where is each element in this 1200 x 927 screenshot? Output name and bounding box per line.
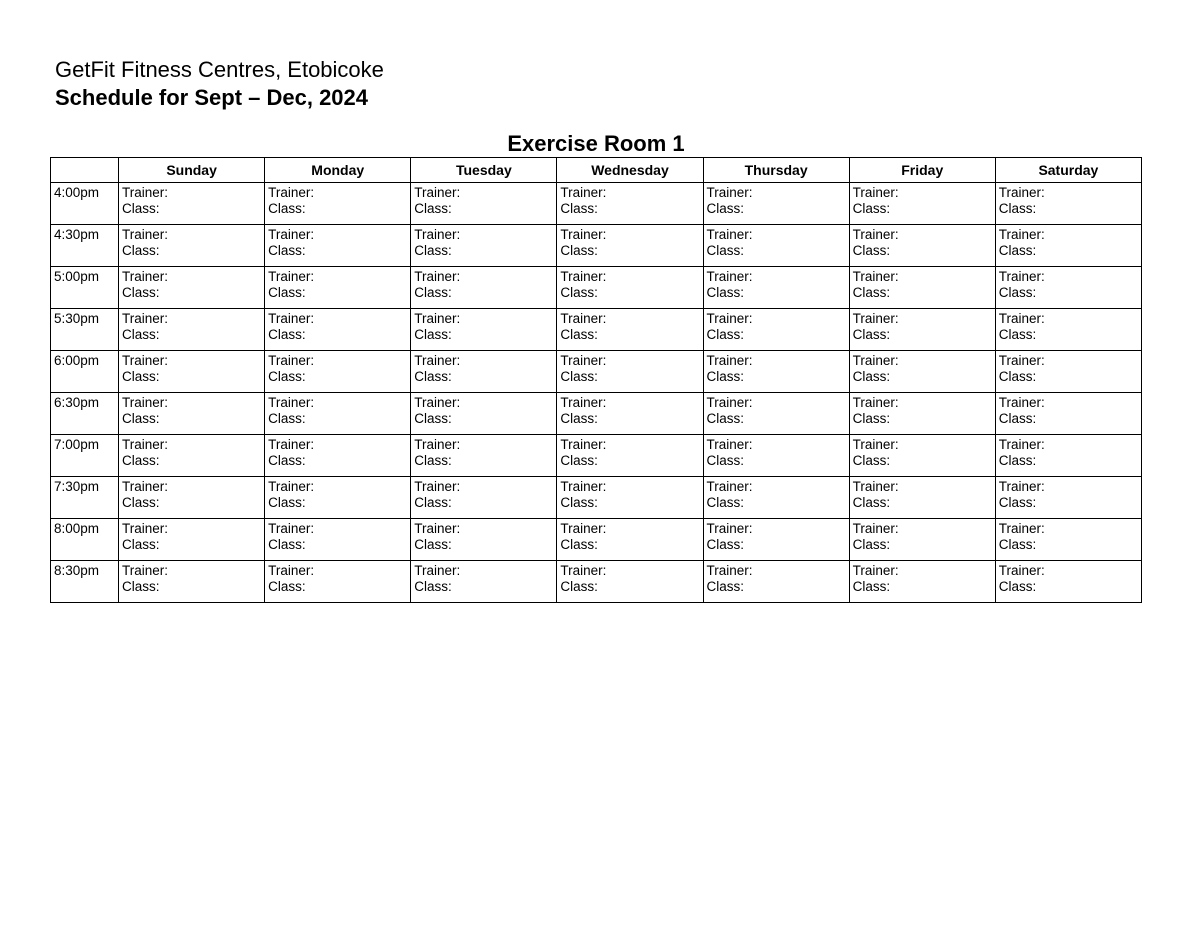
class-label: Class: — [414, 495, 452, 510]
schedule-cell[interactable] — [995, 351, 1141, 393]
trainer-label: Trainer: — [706, 395, 753, 410]
class-label: Class: — [706, 495, 745, 510]
class-label: Class: — [852, 579, 891, 594]
schedule-cell[interactable] — [411, 435, 557, 477]
schedule-cell[interactable] — [411, 519, 557, 561]
table-row — [51, 183, 1142, 225]
room-title: Exercise Room 1 — [507, 131, 685, 156]
schedule-cell[interactable] — [703, 309, 849, 351]
class-label: Class: — [998, 285, 1037, 300]
class-label: Class: — [268, 201, 306, 216]
trainer-label: Trainer: — [852, 311, 899, 326]
schedule-cell[interactable] — [557, 267, 703, 309]
class-label: Class: — [998, 537, 1037, 552]
time-slot-cell: 8:30pm — [51, 561, 119, 603]
day-header-friday: Friday — [849, 158, 995, 183]
trainer-label: Trainer: — [998, 185, 1045, 200]
table-row — [51, 267, 1142, 309]
class-label: Class: — [122, 495, 160, 510]
class-label: Class: — [414, 369, 452, 384]
day-header-tuesday: Tuesday — [411, 158, 557, 183]
trainer-label: Trainer: — [122, 437, 169, 452]
table-row — [51, 309, 1142, 351]
class-label: Class: — [560, 411, 598, 426]
trainer-label: Trainer: — [560, 269, 607, 284]
trainer-label: Trainer: — [706, 185, 753, 200]
class-label: Class: — [998, 243, 1037, 258]
class-label: Class: — [268, 285, 306, 300]
class-label: Class: — [414, 537, 452, 552]
schedule-cell[interactable] — [995, 477, 1141, 519]
class-label: Class: — [560, 201, 598, 216]
trainer-label: Trainer: — [560, 185, 607, 200]
schedule-cell[interactable] — [995, 183, 1141, 225]
trainer-label: Trainer: — [268, 563, 315, 578]
schedule-cell[interactable] — [703, 225, 849, 267]
schedule-cell[interactable] — [995, 561, 1141, 603]
day-header-wednesday: Wednesday — [557, 158, 703, 183]
trainer-label: Trainer: — [560, 521, 607, 536]
trainer-label: Trainer: — [998, 227, 1045, 242]
schedule-cell[interactable] — [265, 435, 411, 477]
schedule-cell[interactable] — [849, 267, 995, 309]
class-label: Class: — [852, 537, 891, 552]
schedule-cell[interactable] — [557, 477, 703, 519]
schedule-cell[interactable] — [119, 519, 265, 561]
class-label: Class: — [268, 579, 306, 594]
class-label: Class: — [560, 327, 598, 342]
schedule-cell[interactable] — [849, 477, 995, 519]
schedule-cell[interactable] — [557, 183, 703, 225]
class-label: Class: — [560, 537, 598, 552]
time-slot-cell: 4:00pm — [51, 183, 119, 225]
class-label: Class: — [852, 243, 891, 258]
trainer-label: Trainer: — [414, 563, 461, 578]
schedule-cell[interactable] — [411, 309, 557, 351]
schedule-cell[interactable] — [995, 267, 1141, 309]
class-label: Class: — [268, 411, 306, 426]
schedule-cell[interactable] — [265, 225, 411, 267]
schedule-cell[interactable] — [849, 351, 995, 393]
class-label: Class: — [852, 201, 891, 216]
trainer-label: Trainer: — [268, 311, 315, 326]
trainer-label: Trainer: — [560, 353, 607, 368]
trainer-label: Trainer: — [560, 479, 607, 494]
schedule-cell[interactable] — [411, 393, 557, 435]
schedule-cell[interactable] — [119, 225, 265, 267]
schedule-body — [51, 183, 1142, 603]
class-label: Class: — [122, 453, 160, 468]
class-label: Class: — [122, 201, 160, 216]
trainer-label: Trainer: — [414, 269, 461, 284]
schedule-cell[interactable] — [265, 267, 411, 309]
org-name: GetFit Fitness Centres, Etobicoke — [55, 57, 384, 82]
trainer-label: Trainer: — [998, 437, 1045, 452]
class-label: Class: — [122, 327, 160, 342]
class-label: Class: — [852, 453, 891, 468]
table-row — [51, 225, 1142, 267]
trainer-label: Trainer: — [706, 437, 753, 452]
trainer-label: Trainer: — [706, 353, 753, 368]
table-row — [51, 351, 1142, 393]
trainer-label: Trainer: — [122, 353, 169, 368]
time-slot-cell: 5:00pm — [51, 267, 119, 309]
class-label: Class: — [560, 369, 598, 384]
trainer-label: Trainer: — [706, 269, 753, 284]
schedule-cell[interactable] — [703, 351, 849, 393]
trainer-label: Trainer: — [414, 227, 461, 242]
day-header-thursday: Thursday — [703, 158, 849, 183]
class-label: Class: — [706, 369, 745, 384]
schedule-cell[interactable] — [995, 309, 1141, 351]
class-label: Class: — [268, 327, 306, 342]
class-label: Class: — [706, 201, 745, 216]
trainer-label: Trainer: — [998, 395, 1045, 410]
trainer-label: Trainer: — [414, 311, 461, 326]
trainer-label: Trainer: — [268, 437, 315, 452]
class-label: Class: — [268, 453, 306, 468]
time-slot-cell: 7:00pm — [51, 435, 119, 477]
trainer-label: Trainer: — [122, 269, 169, 284]
class-label: Class: — [122, 369, 160, 384]
class-label: Class: — [706, 243, 745, 258]
trainer-label: Trainer: — [122, 311, 169, 326]
trainer-label: Trainer: — [122, 185, 169, 200]
time-slot-cell: 6:00pm — [51, 351, 119, 393]
trainer-label: Trainer: — [414, 479, 461, 494]
day-header-saturday: Saturday — [995, 158, 1141, 183]
trainer-label: Trainer: — [706, 311, 753, 326]
schedule-cell[interactable] — [119, 351, 265, 393]
table-row — [51, 477, 1142, 519]
schedule-cell[interactable] — [849, 393, 995, 435]
schedule-cell[interactable] — [265, 519, 411, 561]
trainer-label: Trainer: — [268, 353, 315, 368]
schedule-cell[interactable] — [265, 393, 411, 435]
class-label: Class: — [706, 411, 745, 426]
schedule-cell[interactable] — [265, 183, 411, 225]
trainer-label: Trainer: — [414, 437, 461, 452]
schedule-cell[interactable] — [557, 519, 703, 561]
trainer-label: Trainer: — [852, 185, 899, 200]
trainer-label: Trainer: — [706, 563, 753, 578]
day-header-monday: Monday — [265, 158, 411, 183]
class-label: Class: — [998, 579, 1037, 594]
trainer-label: Trainer: — [852, 479, 899, 494]
schedule-cell[interactable] — [119, 561, 265, 603]
trainer-label: Trainer: — [268, 269, 315, 284]
trainer-label: Trainer: — [560, 563, 607, 578]
trainer-label: Trainer: — [122, 563, 169, 578]
class-label: Class: — [852, 495, 891, 510]
schedule-cell[interactable] — [849, 183, 995, 225]
trainer-label: Trainer: — [998, 311, 1045, 326]
class-label: Class: — [268, 495, 306, 510]
class-label: Class: — [414, 201, 452, 216]
class-label: Class: — [122, 537, 160, 552]
class-label: Class: — [998, 453, 1037, 468]
trainer-label: Trainer: — [414, 185, 461, 200]
schedule-cell[interactable] — [703, 477, 849, 519]
class-label: Class: — [998, 201, 1037, 216]
trainer-label: Trainer: — [268, 395, 315, 410]
class-label: Class: — [122, 285, 160, 300]
trainer-label: Trainer: — [852, 227, 899, 242]
trainer-label: Trainer: — [122, 521, 169, 536]
trainer-label: Trainer: — [998, 353, 1045, 368]
trainer-label: Trainer: — [998, 521, 1045, 536]
table-row — [51, 435, 1142, 477]
trainer-label: Trainer: — [414, 353, 461, 368]
trainer-label: Trainer: — [852, 269, 899, 284]
trainer-label: Trainer: — [706, 479, 753, 494]
class-label: Class: — [706, 285, 745, 300]
schedule-cell[interactable] — [849, 561, 995, 603]
schedule-cell[interactable] — [849, 519, 995, 561]
schedule-cell[interactable] — [849, 309, 995, 351]
schedule-cell[interactable] — [557, 225, 703, 267]
class-label: Class: — [414, 411, 452, 426]
schedule-cell[interactable] — [557, 309, 703, 351]
time-slot-cell: 6:30pm — [51, 393, 119, 435]
class-label: Class: — [998, 327, 1037, 342]
class-label: Class: — [560, 579, 598, 594]
class-label: Class: — [122, 243, 160, 258]
page-heading — [55, 56, 384, 112]
trainer-label: Trainer: — [852, 563, 899, 578]
trainer-label: Trainer: — [268, 227, 315, 242]
class-label: Class: — [998, 369, 1037, 384]
schedule-cell[interactable] — [265, 351, 411, 393]
schedule-cell[interactable] — [411, 561, 557, 603]
schedule-cell[interactable] — [703, 519, 849, 561]
trainer-label: Trainer: — [268, 479, 315, 494]
schedule-cell[interactable] — [995, 393, 1141, 435]
class-label: Class: — [706, 453, 745, 468]
class-label: Class: — [998, 495, 1037, 510]
time-slot-cell: 8:00pm — [51, 519, 119, 561]
class-label: Class: — [268, 243, 306, 258]
schedule-cell[interactable] — [119, 435, 265, 477]
class-label: Class: — [852, 285, 891, 300]
table-row — [51, 519, 1142, 561]
class-label: Class: — [706, 537, 745, 552]
class-label: Class: — [414, 243, 452, 258]
time-slot-cell: 5:30pm — [51, 309, 119, 351]
schedule-cell[interactable] — [411, 183, 557, 225]
class-label: Class: — [414, 579, 452, 594]
trainer-label: Trainer: — [852, 437, 899, 452]
schedule-cell[interactable] — [557, 351, 703, 393]
class-label: Class: — [268, 369, 306, 384]
schedule-cell[interactable] — [703, 267, 849, 309]
class-label: Class: — [414, 285, 452, 300]
schedule-cell[interactable] — [411, 351, 557, 393]
schedule-cell[interactable] — [703, 435, 849, 477]
trainer-label: Trainer: — [706, 227, 753, 242]
class-label: Class: — [268, 537, 306, 552]
class-label: Class: — [852, 411, 891, 426]
trainer-label: Trainer: — [560, 227, 607, 242]
trainer-label: Trainer: — [852, 353, 899, 368]
class-label: Class: — [706, 327, 745, 342]
schedule-cell[interactable] — [849, 225, 995, 267]
corner-cell — [51, 158, 119, 183]
trainer-label: Trainer: — [706, 521, 753, 536]
class-label: Class: — [414, 327, 452, 342]
schedule-cell[interactable] — [995, 519, 1141, 561]
trainer-label: Trainer: — [560, 395, 607, 410]
schedule-cell[interactable] — [557, 393, 703, 435]
schedule-cell[interactable] — [119, 267, 265, 309]
trainer-label: Trainer: — [268, 185, 315, 200]
schedule-cell[interactable] — [119, 183, 265, 225]
table-row — [51, 393, 1142, 435]
table-row — [51, 561, 1142, 603]
trainer-label: Trainer: — [852, 521, 899, 536]
trainer-label: Trainer: — [998, 269, 1045, 284]
trainer-label: Trainer: — [414, 521, 461, 536]
class-label: Class: — [414, 453, 452, 468]
class-label: Class: — [560, 453, 598, 468]
trainer-label: Trainer: — [998, 479, 1045, 494]
schedule-cell[interactable] — [557, 561, 703, 603]
class-label: Class: — [706, 579, 745, 594]
trainer-label: Trainer: — [122, 479, 169, 494]
trainer-label: Trainer: — [852, 395, 899, 410]
class-label: Class: — [560, 495, 598, 510]
trainer-label: Trainer: — [122, 227, 169, 242]
schedule-cell[interactable] — [557, 435, 703, 477]
day-header-sunday: Sunday — [119, 158, 265, 183]
schedule-cell[interactable] — [703, 393, 849, 435]
schedule-table — [50, 157, 1142, 603]
schedule-cell[interactable] — [995, 225, 1141, 267]
time-slot-cell: 7:30pm — [51, 477, 119, 519]
class-label: Class: — [998, 411, 1037, 426]
schedule-cell[interactable] — [265, 309, 411, 351]
schedule-cell[interactable] — [995, 435, 1141, 477]
trainer-label: Trainer: — [560, 311, 607, 326]
schedule-period: Schedule for Sept – Dec, 2024 — [55, 85, 369, 110]
class-label: Class: — [122, 579, 160, 594]
trainer-label: Trainer: — [414, 395, 461, 410]
schedule-cell[interactable] — [265, 477, 411, 519]
trainer-label: Trainer: — [998, 563, 1045, 578]
class-label: Class: — [122, 411, 160, 426]
schedule-cell[interactable] — [703, 183, 849, 225]
schedule-cell[interactable] — [703, 561, 849, 603]
trainer-label: Trainer: — [122, 395, 169, 410]
schedule-cell[interactable] — [411, 267, 557, 309]
schedule-cell[interactable] — [411, 225, 557, 267]
header-row — [51, 158, 1142, 183]
trainer-label: Trainer: — [560, 437, 607, 452]
schedule-cell[interactable] — [119, 477, 265, 519]
class-label: Class: — [560, 285, 598, 300]
schedule-cell[interactable] — [119, 309, 265, 351]
schedule-cell[interactable] — [265, 561, 411, 603]
class-label: Class: — [560, 243, 598, 258]
class-label: Class: — [852, 369, 891, 384]
schedule-cell[interactable] — [119, 393, 265, 435]
time-slot-cell: 4:30pm — [51, 225, 119, 267]
class-label: Class: — [852, 327, 891, 342]
schedule-cell[interactable] — [411, 477, 557, 519]
schedule-cell[interactable] — [849, 435, 995, 477]
trainer-label: Trainer: — [268, 521, 315, 536]
